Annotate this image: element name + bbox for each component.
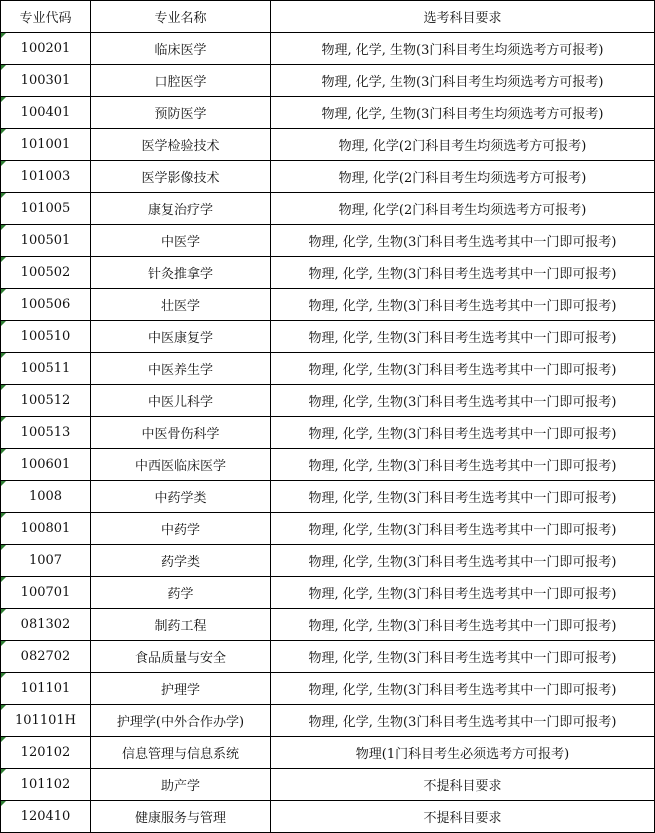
major-name-cell: 护理学 xyxy=(91,673,271,705)
major-code-cell: 120410 xyxy=(1,801,91,833)
requirement-cell: 物理, 化学, 生物(3门科目考生选考其中一门即可报考) xyxy=(271,481,655,513)
table-row xyxy=(1,417,655,449)
requirement-cell: 物理, 化学, 生物(3门科目考生均须选考方可报考) xyxy=(271,97,655,129)
requirement-cell: 物理, 化学, 生物(3门科目考生选考其中一门即可报考) xyxy=(271,225,655,257)
requirement-cell: 物理, 化学, 生物(3门科目考生选考其中一门即可报考) xyxy=(271,705,655,737)
requirement-cell: 物理, 化学, 生物(3门科目考生选考其中一门即可报考) xyxy=(271,513,655,545)
major-name-cell: 中医康复学 xyxy=(91,321,271,353)
table-row xyxy=(1,737,655,769)
requirement-cell: 物理, 化学, 生物(3门科目考生选考其中一门即可报考) xyxy=(271,353,655,385)
table-row xyxy=(1,641,655,673)
requirement-cell: 物理, 化学(2门科目考生均须选考方可报考) xyxy=(271,129,655,161)
requirement-cell: 物理, 化学, 生物(3门科目考生选考其中一门即可报考) xyxy=(271,257,655,289)
major-name-cell: 口腔医学 xyxy=(91,65,271,97)
major-code-cell: 100510 xyxy=(1,321,91,353)
table-row xyxy=(1,33,655,65)
major-name-cell: 制药工程 xyxy=(91,609,271,641)
requirement-cell: 物理, 化学, 生物(3门科目考生选考其中一门即可报考) xyxy=(271,321,655,353)
table-row xyxy=(1,321,655,353)
major-name-cell: 临床医学 xyxy=(91,33,271,65)
major-name-cell: 医学影像技术 xyxy=(91,161,271,193)
requirement-cell: 物理, 化学, 生物(3门科目考生选考其中一门即可报考) xyxy=(271,641,655,673)
major-code-cell: 101101 xyxy=(1,673,91,705)
major-code-cell: 100506 xyxy=(1,289,91,321)
major-code-cell: 100301 xyxy=(1,65,91,97)
major-code-cell: 100701 xyxy=(1,577,91,609)
major-name-cell: 药学类 xyxy=(91,545,271,577)
major-name-cell: 中医儿科学 xyxy=(91,385,271,417)
major-name-cell: 中医骨伤科学 xyxy=(91,417,271,449)
major-code-cell: 101102 xyxy=(1,769,91,801)
table-body xyxy=(1,33,655,833)
major-code-cell: 101003 xyxy=(1,161,91,193)
table-row xyxy=(1,609,655,641)
major-name-cell: 护理学(中外合作办学) xyxy=(91,705,271,737)
table-row xyxy=(1,289,655,321)
major-name-cell: 中医学 xyxy=(91,225,271,257)
major-code-cell: 100201 xyxy=(1,33,91,65)
requirement-cell: 物理, 化学, 生物(3门科目考生选考其中一门即可报考) xyxy=(271,449,655,481)
major-name-cell: 助产学 xyxy=(91,769,271,801)
major-name-cell: 健康服务与管理 xyxy=(91,801,271,833)
major-name-cell: 信息管理与信息系统 xyxy=(91,737,271,769)
table-row xyxy=(1,225,655,257)
table-row xyxy=(1,353,655,385)
major-name-cell: 中医养生学 xyxy=(91,353,271,385)
requirement-cell: 物理, 化学, 生物(3门科目考生选考其中一门即可报考) xyxy=(271,577,655,609)
major-code-cell: 100801 xyxy=(1,513,91,545)
major-code-cell: 100511 xyxy=(1,353,91,385)
table-row xyxy=(1,769,655,801)
requirement-cell: 物理, 化学, 生物(3门科目考生选考其中一门即可报考) xyxy=(271,609,655,641)
requirement-cell: 物理, 化学, 生物(3门科目考生选考其中一门即可报考) xyxy=(271,545,655,577)
requirement-cell: 物理, 化学, 生物(3门科目考生选考其中一门即可报考) xyxy=(271,289,655,321)
table-row xyxy=(1,545,655,577)
major-code-cell: 082702 xyxy=(1,641,91,673)
major-name-cell: 医学检验技术 xyxy=(91,129,271,161)
major-name-cell: 药学 xyxy=(91,577,271,609)
header-name: 专业名称 xyxy=(91,1,271,33)
major-name-cell: 中药学 xyxy=(91,513,271,545)
major-code-cell: 100512 xyxy=(1,385,91,417)
table-row xyxy=(1,449,655,481)
table-row xyxy=(1,481,655,513)
requirement-cell: 物理, 化学, 生物(3门科目考生均须选考方可报考) xyxy=(271,65,655,97)
header-code: 专业代码 xyxy=(1,1,91,33)
major-name-cell: 壮医学 xyxy=(91,289,271,321)
table-row xyxy=(1,577,655,609)
table-row xyxy=(1,513,655,545)
major-code-cell: 100513 xyxy=(1,417,91,449)
major-name-cell: 康复治疗学 xyxy=(91,193,271,225)
major-name-cell: 食品质量与安全 xyxy=(91,641,271,673)
major-name-cell: 中药学类 xyxy=(91,481,271,513)
table-row xyxy=(1,161,655,193)
major-code-cell: 101005 xyxy=(1,193,91,225)
table-row xyxy=(1,129,655,161)
major-code-cell: 100501 xyxy=(1,225,91,257)
major-code-cell: 100401 xyxy=(1,97,91,129)
major-code-cell: 081302 xyxy=(1,609,91,641)
table-header xyxy=(1,1,655,33)
requirement-cell: 不提科目要求 xyxy=(271,801,655,833)
table-row xyxy=(1,193,655,225)
header-requirement: 选考科目要求 xyxy=(271,1,655,33)
requirement-cell: 物理(1门科目考生必须选考方可报考) xyxy=(271,737,655,769)
table-row xyxy=(1,673,655,705)
requirement-cell: 物理, 化学, 生物(3门科目考生选考其中一门即可报考) xyxy=(271,385,655,417)
major-name-cell: 预防医学 xyxy=(91,97,271,129)
major-name-cell: 中西医临床医学 xyxy=(91,449,271,481)
table-row xyxy=(1,385,655,417)
table-row xyxy=(1,257,655,289)
major-code-cell: 120102 xyxy=(1,737,91,769)
major-code-cell: 1007 xyxy=(1,545,91,577)
major-code-cell: 101001 xyxy=(1,129,91,161)
requirement-cell: 物理, 化学, 生物(3门科目考生均须选考方可报考) xyxy=(271,33,655,65)
table-row xyxy=(1,801,655,833)
table-row xyxy=(1,97,655,129)
major-code-cell: 100502 xyxy=(1,257,91,289)
table-row xyxy=(1,65,655,97)
major-name-cell: 针灸推拿学 xyxy=(91,257,271,289)
requirement-cell: 物理, 化学(2门科目考生均须选考方可报考) xyxy=(271,193,655,225)
requirement-cell: 物理, 化学, 生物(3门科目考生选考其中一门即可报考) xyxy=(271,417,655,449)
header-row xyxy=(1,1,655,33)
table-row xyxy=(1,705,655,737)
requirement-cell: 物理, 化学(2门科目考生均须选考方可报考) xyxy=(271,161,655,193)
requirement-cell: 物理, 化学, 生物(3门科目考生选考其中一门即可报考) xyxy=(271,673,655,705)
major-code-cell: 101101H xyxy=(1,705,91,737)
requirement-cell: 不提科目要求 xyxy=(271,769,655,801)
major-code-cell: 1008 xyxy=(1,481,91,513)
major-code-cell: 100601 xyxy=(1,449,91,481)
